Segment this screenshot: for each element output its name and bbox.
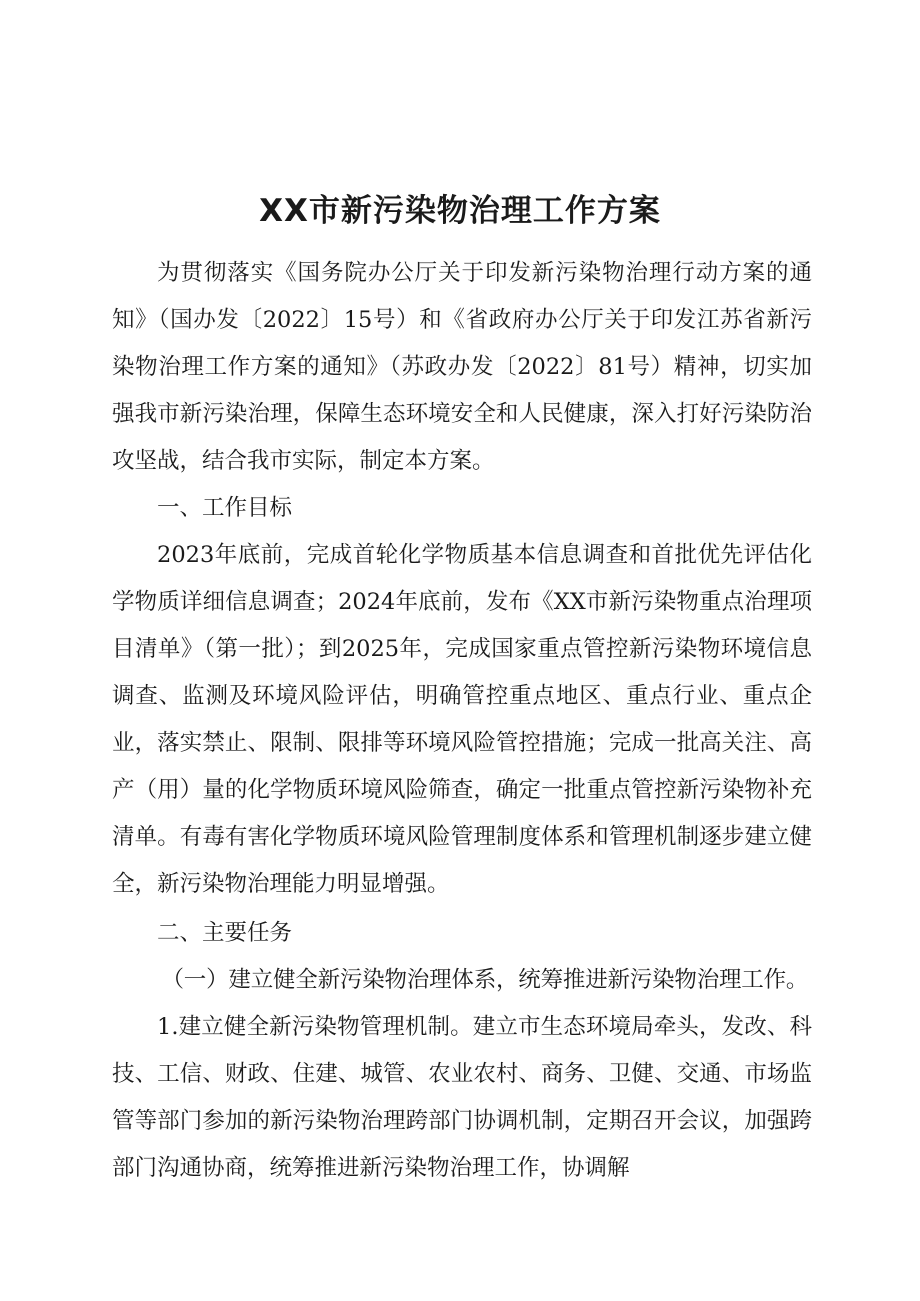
goals-paragraph: 2023年底前，完成首轮化学物质基本信息调查和首批优先评估化学物质详细信息调查；2024年底前，发布《XX市新污染物重点治理项目清单》（第一批）；到2025年，完成国家重点管控新污染物环境信息调查、监测及环境风险评估，明确管控重点地区、重点行业、重点企业，落实禁止、限制、限排等环境风险管控措施；完成一批高关注、高产（用）量的化学物质环境风险筛查，确定一批重点管控新污染物补充清单。有毒有害化学物质环境风险管理制度体系和管理机制逐步建立健全，新污染物治理能力明显增强。 — [112, 542, 812, 897]
document-body — [112, 250, 812, 1192]
section-heading-tasks: 二、主要任务 — [157, 920, 293, 946]
item-1-paragraph: 1.建立健全新污染物管理机制。建立市生态环境局牵头，发改、科技、工信、财政、住建、城管、农业农村、商务、卫健、交通、市场监管等部门参加的新污染物治理跨部门协调机制，定期召开会议，加强跨部门沟通协商，统筹推进新污染物治理工作，协调解 — [112, 1014, 812, 1181]
document-title: XX市新污染物治理工作方案 — [259, 192, 661, 229]
subsection-heading-system: （一）建立健全新污染物治理体系，统筹推进新污染物治理工作。 — [161, 967, 809, 993]
intro-paragraph: 为贯彻落实《国务院办公厅关于印发新污染物治理行动方案的通知》（国办发〔2022〕15号）和《省政府办公厅关于印发江苏省新污染物治理工作方案的通知》（苏政办发〔2022〕81号）精神，切实加强我市新污染治理，保障生态环境安全和人民健康，深入打好污染防治攻坚战，结合我市实际，制定本方案。 — [112, 260, 812, 474]
section-heading-goals: 一、工作目标 — [157, 495, 293, 521]
